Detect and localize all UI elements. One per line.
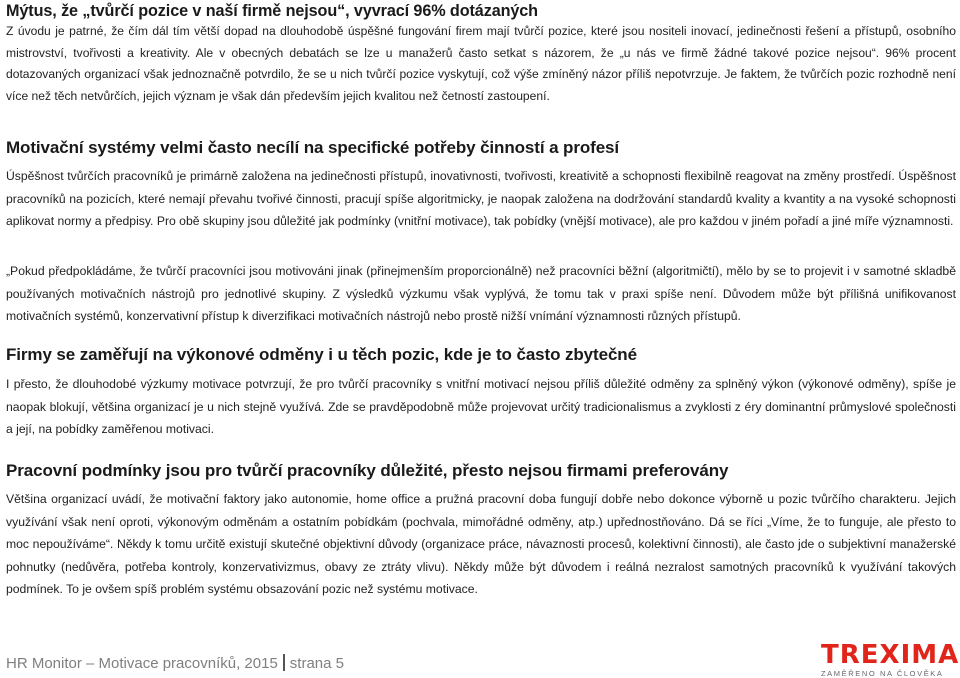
- trexima-logo: [821, 640, 960, 678]
- paragraph-myth: Z úvodu je patrné, že čím dál tím větší dopad na dlouhodobě úspěšné fungování firem mají tvůrčí pozice, které jsou nositeli inovací, jedinečnosti řešení a přístupů, osobního mistrovství, tvořivosti a kreativity. Ale v obecných debatách se lze u manažerů často setkat s názorem, že „u nás ve firmě žádné takové pozice nejsou“. 96% procent dotazovaných organizací však jednoznačně potvrdilo, že se u nich tvůrčí pozice vyskytují, což výše zmíněný názor příliš nepotvrzuje. Je faktem, že tvůrčích pozic rozhodně není více než těch netvůrčích, jejich význam je však dán především jejich kvalitou než četností zastoupení.: [6, 24, 956, 103]
- footer-separator: [283, 654, 285, 671]
- paragraph-working-conditions: Většina organizací uvádí, že motivační faktory jako autonomie, home office a pružná pracovní doba fungují dobře nebo dokonce výborně u pozic tvůrčího charakteru. Jejich využívání však není oproti, výkonovým odměnám a ostatním pobídkám (pochvala, mimořádné odměny, atp.) upřednostňováno. Dá se říci „Víme, že to funguje, ale přesto to moc nepoužíváme“. Někdy k tomu určitě existují skutečné objektivní důvody (organizace práce, návaznosti procesů, kolektivní činnosti), ale často jde o subjektivní manažerské pohnutky (nedůvěra, potřeba kontroly, konzervativizmus, obavy ze ztráty vlivu). Někdy může být důvodem i reálná nezralost samotných pracovníků k využívání takových podmínek. To je ovšem spíš problém systému obsazování pozic než systému motivace.: [6, 492, 956, 596]
- section-heading-myth: Mýtus, že „tvůrčí pozice v naší firmě nejsou“, vyvrací 96% dotázaných: [6, 2, 538, 20]
- section-heading-motivation-systems: Motivační systémy velmi často necílí na specifické potřeby činností a profesí: [6, 138, 620, 157]
- logo-tagline: ZAMĚŘENO NA ČLOVĚKA: [821, 669, 944, 678]
- paragraph-motivation-systems-1: Úspěšnost tvůrčích pracovníků je primárně založena na jedinečnosti přístupů, inovativnosti, tvořivosti, kreativitě a schopnosti flexibilně reagovat na změny prostředí. Úspěšnost pracovníků na pozicích, které nemají převahu tvořivé činnosti, pracují spíše algoritmicky, je naopak založena na dodržování standardů kvality a kvantity a na vysoké schopnosti aplikovat normy a předpisy. Pro obě skupiny jsou důležité jak podmínky (vnitřní motivace), tak pobídky (vnější motivace), ale pro každou v jiném pořadí a jiné míře významnosti.: [6, 169, 956, 228]
- footer-page-number: strana 5: [289, 655, 344, 672]
- section-heading-working-conditions: Pracovní podmínky jsou pro tvůrčí pracovníky důležité, přesto nejsou firmami preferovány: [6, 461, 729, 480]
- section-heading-performance-rewards: Firmy se zaměřují na výkonové odměny i u těch pozic, kde je to často zbytečné: [6, 345, 637, 364]
- logo-wordmark: TREXIMA: [821, 640, 960, 670]
- paragraph-motivation-systems-2: „Pokud předpokládáme, že tvůrčí pracovníci jsou motivováni jinak (přinejmenším proporcionálně) než pracovníci běžní (algoritmičtí), mělo by se to projevit i v samotné skladbě používaných motivačních nástrojů pro jednotlivé skupiny. Z výsledků výzkumu však vyplývá, že tomu tak v praxi spíše není. Důvodem může být přílišná unifikovanost motivačních systémů, konzervativní přístup k diverzifikaci motivačních nástrojů nebo prostě nižší vnímání významnosti různých přístupů.: [6, 264, 956, 323]
- paragraph-performance-rewards: I přesto, že dlouhodobé výzkumy motivace potvrzují, že pro tvůrčí pracovníky s vnitřní motivací nejsou příliš důležité odměny za splněný výkon (výkonové odměny), spíše je naopak blokují, většina organizací je u nich stejně využívá. Zde se pravděpodobně může projevovat určitý tradicionalismus a zvyklosti z éry dominantní průmyslové společnosti a její, na pobídky zaměřenou motivaci.: [6, 377, 956, 436]
- footer-publication: HR Monitor – Motivace pracovníků, 2015: [6, 655, 278, 672]
- page-footer: [6, 654, 344, 672]
